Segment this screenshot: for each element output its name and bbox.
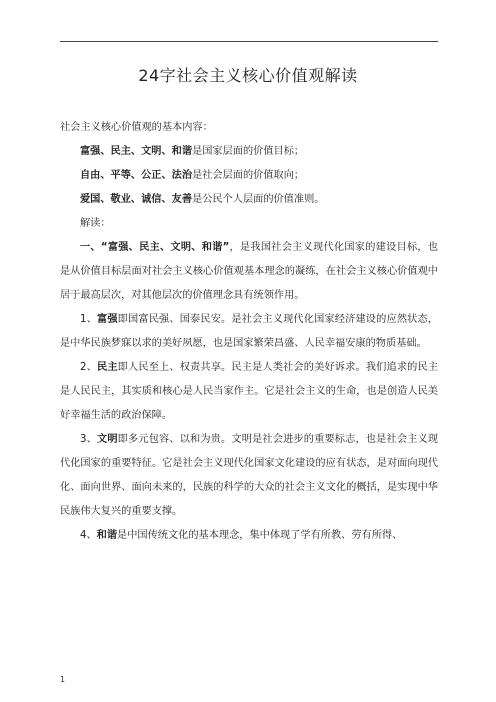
level-line-personal <box>60 188 438 212</box>
item-keyword: 民主 <box>96 362 118 373</box>
jiedu-label: 解读： <box>80 218 111 229</box>
intro-line: 社会主义核心价值观的基本内容： <box>60 122 213 133</box>
section-1-paragraph <box>60 236 438 308</box>
level-bold: 自由、平等、公正、法治 <box>80 170 193 181</box>
level-bold: 富强、民主、文明、和谐 <box>80 146 193 157</box>
page-number: 1 <box>60 675 66 684</box>
document-title: 24字社会主义核心价值观解读 <box>138 66 358 85</box>
item-number: 2、 <box>80 362 97 373</box>
level-text: 是社会层面的价值取向； <box>192 170 305 181</box>
item-number: 4、 <box>80 530 97 541</box>
section-1-heading: 一、“富强、民主、文明、和谐” <box>80 242 230 253</box>
item-paragraph-minzhu <box>60 356 438 428</box>
level-text: 是公民个人层面的价值准则。 <box>192 194 325 205</box>
item-keyword: 和谐 <box>96 530 118 541</box>
item-keyword: 文明 <box>96 434 118 445</box>
section-1-text: ，是我国社会主义现代化国家的建设目标，也是从价值目标层面对社会主义核心价值观基本理念的凝练，在社会主义核心价值观中居于最高层次，对其他层次的价值理念具有统领作用。 <box>60 242 438 301</box>
item-keyword: 富强 <box>96 314 118 325</box>
level-bold: 爱国、敬业、诚信、友善 <box>80 194 193 205</box>
item-text: 即人民至上、权责共享。民主是人类社会的美好诉求。我们追求的民主是人民民主，其实质和核心是人民当家作主。它是社会主义的生命，也是创造人民美好幸福生活的政治保障。 <box>60 362 439 421</box>
level-line-social <box>60 164 438 188</box>
item-paragraph-hexie <box>60 524 438 548</box>
document-body <box>60 116 438 548</box>
level-line-national <box>60 140 438 164</box>
item-text: 即多元包容、以和为贵。文明是社会进步的重要标志，也是社会主义现代化国家的重要特征。它是社会主义现代化国家文化建设的应有状态，是对面向现代化、面向世界、面向未来的，民族的科学的大众的社会主义文化的概括，是实现中华民族伟大复兴的重要支撑。 <box>60 434 439 517</box>
item-paragraph-fuqiang <box>60 308 438 356</box>
item-text: 是中国传统文化的基本理念，集中体现了学有所教、劳有所得、 <box>117 530 403 541</box>
level-text: 是国家层面的价值目标； <box>192 146 305 157</box>
item-number: 3、 <box>80 434 97 445</box>
item-text: 即国富民强、国泰民安。是社会主义现代化国家经济建设的应然状态，是中华民族梦寐以求的美好夙愿，也是国家繁荣昌盛、人民幸福安康的物质基础。 <box>60 314 439 349</box>
header-rule <box>60 41 438 42</box>
item-paragraph-wenming <box>60 428 438 524</box>
item-number: 1、 <box>80 314 97 325</box>
